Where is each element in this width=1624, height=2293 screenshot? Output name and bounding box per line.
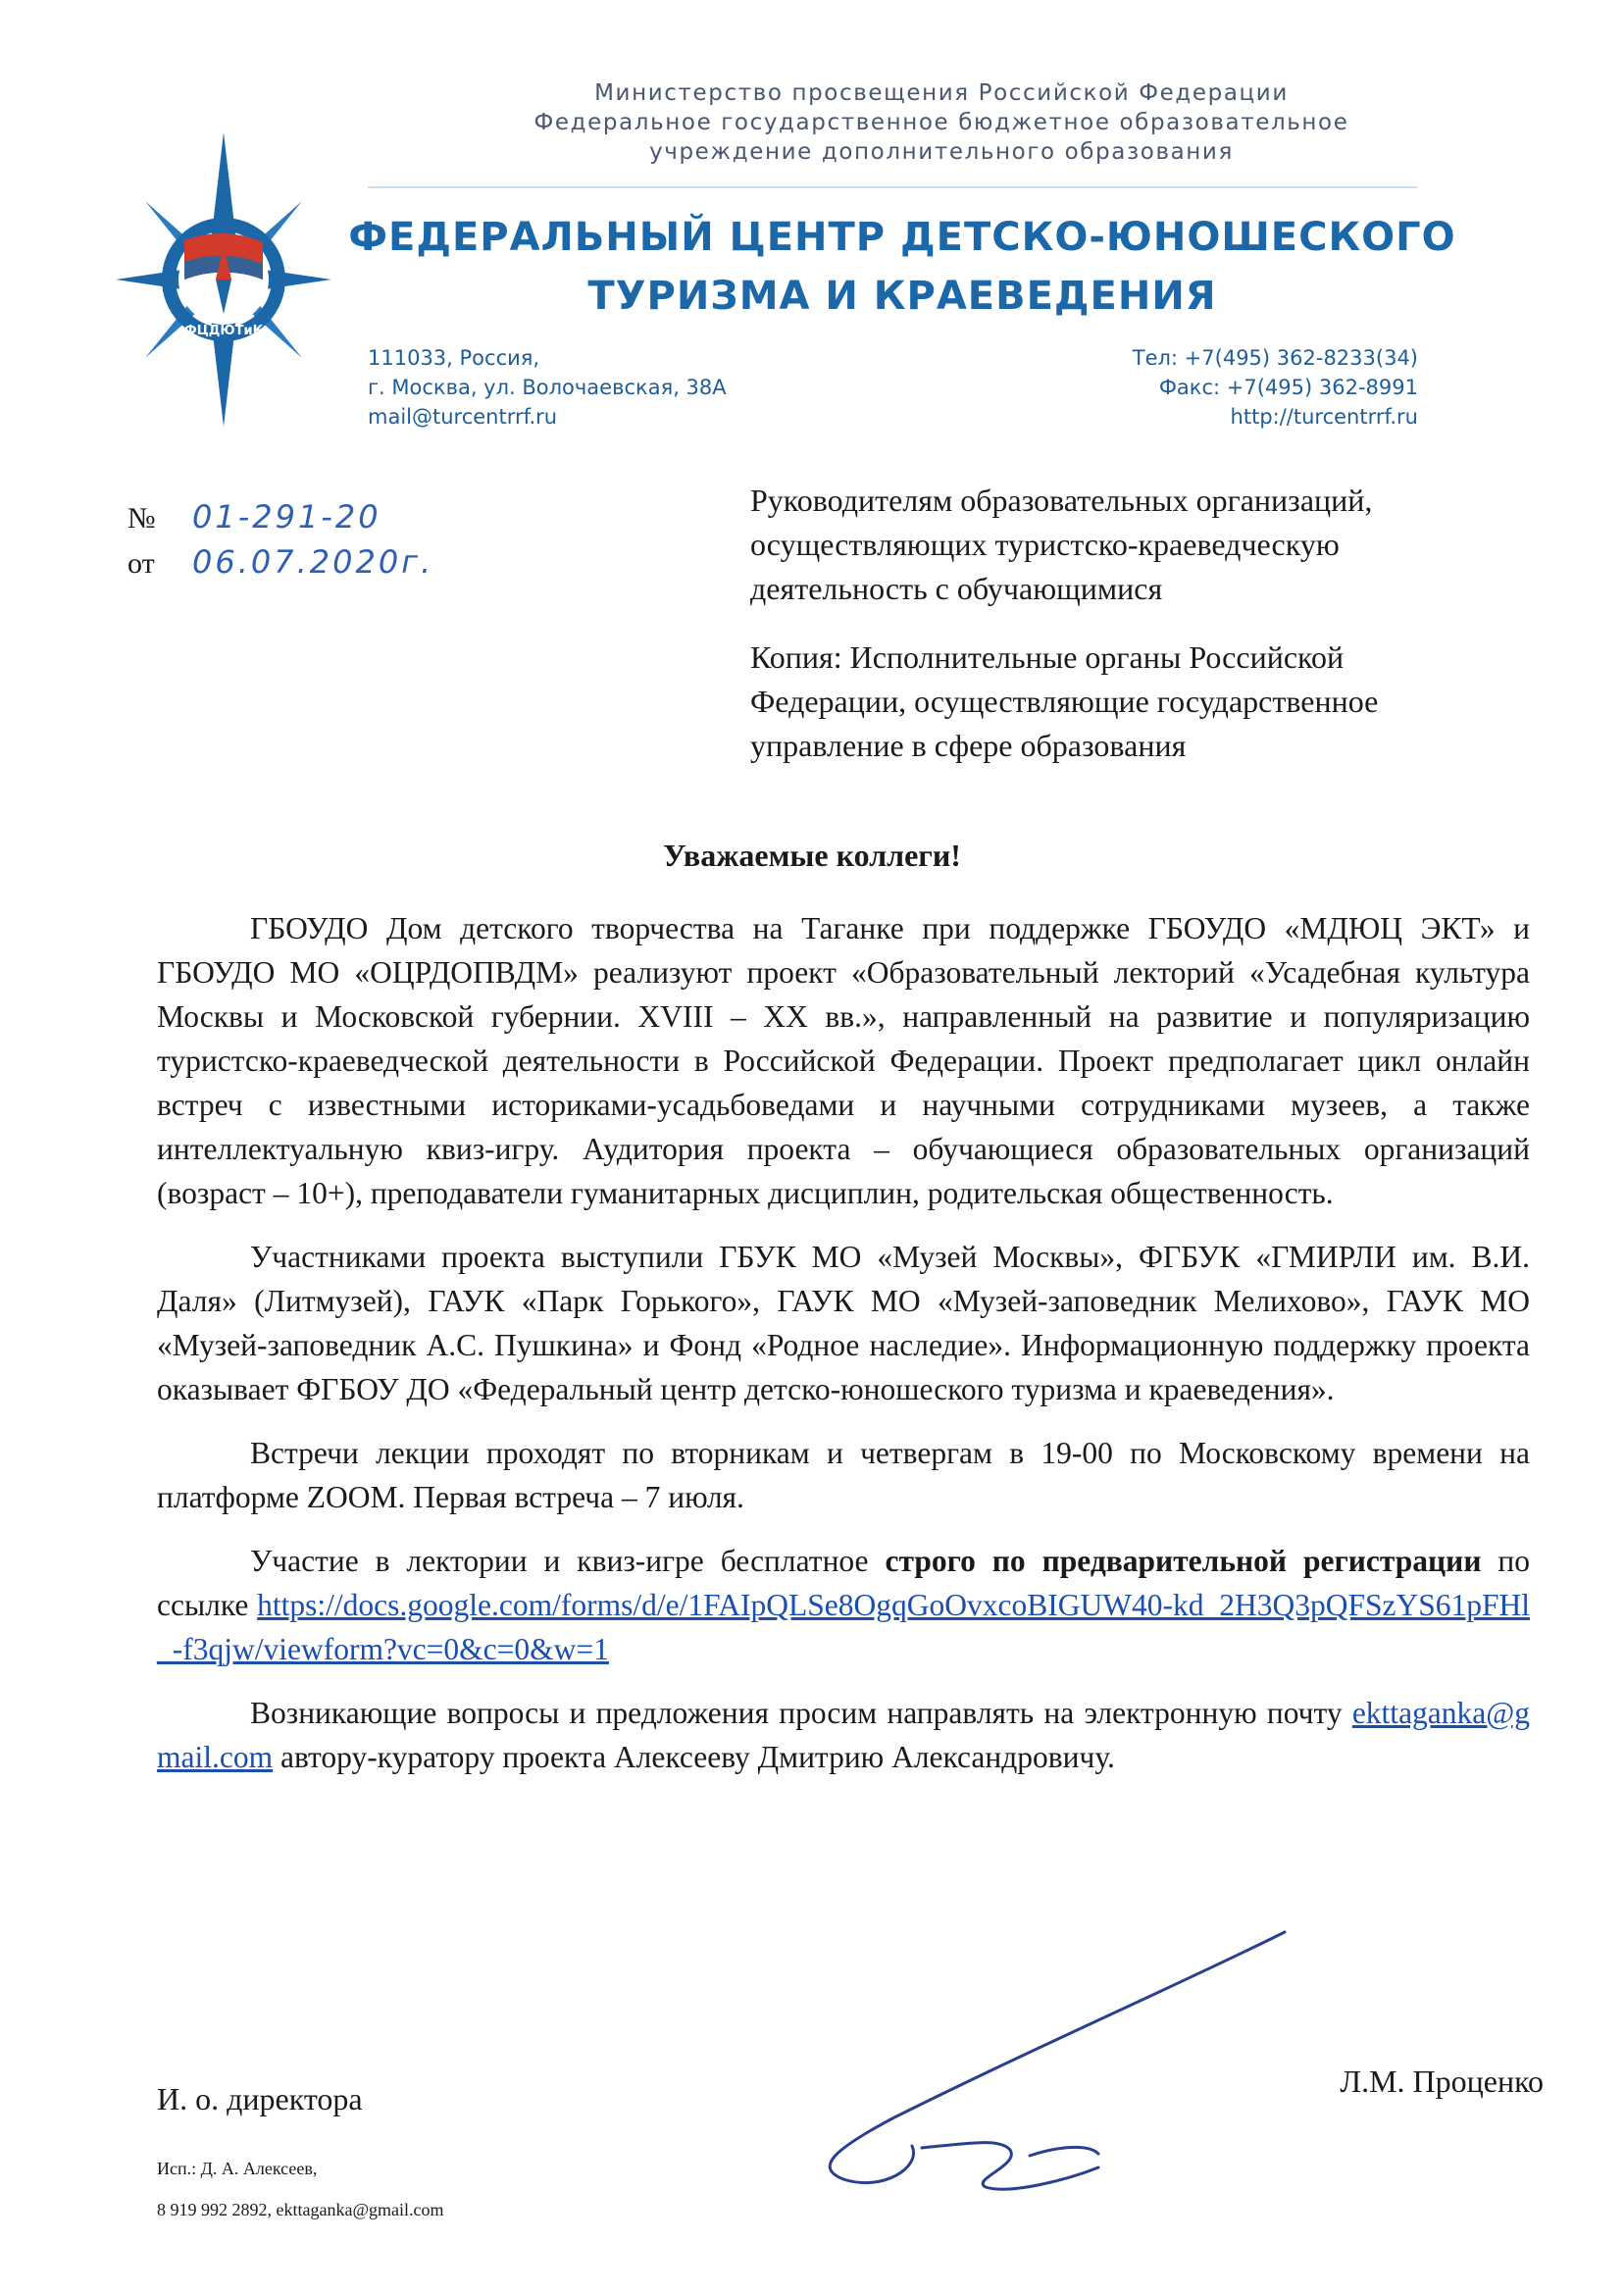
body-paragraph: ГБОУДО Дом детского творчества на Таганке при поддержке ГБОУДО «МДЮЦ ЭКТ» и ГБОУДО МО «ОЦРДОПВДМ» реализуют проект «Образовательный лекторий «Усадебная культура Москвы и Московской губернии. XVIII – XX вв.», направленный на развитие и популяризацию туристско-краеведческой деятельности в Российской Федерации. Проект предполагает цикл онлайн встреч с известными историками-усадьбоведами и научными сотрудниками музеев, а также интеллектуальную квиз-игру. Аудитория проекта – обучающиеся образовательных организаций (возраст – 10+), преподаватели гуманитарных дисциплин, родительская общественность. xyxy=(157,911,1530,1210)
registration-date: 06.07.2020г. xyxy=(192,543,434,581)
ministry-header xyxy=(422,78,1461,167)
body-paragraph xyxy=(157,1691,1530,1779)
registration-number: 01-291-20 xyxy=(192,498,381,535)
ministry-line: Федеральное государственное бюджетное образовательное xyxy=(533,110,1349,135)
body-paragraph: Участниками проекта выступили ГБУК МО «Музей Москвы», ФГБУК «ГМИРЛИ им. В.И. Даля» (Литмузей), ГАУК «Парк Горького», ГАУК МО «Музей-заповедник Мелихово», ГАУК МО «Музей-заповедник А.С. Пушкина» и Фонд «Родное наследие». Информационную поддержку проекта оказывает ФГБОУ ДО «Федеральный центр детско-юношеского туризма и краеведения». xyxy=(157,1240,1530,1406)
addressee-line: деятельность с обучающимися xyxy=(750,571,1163,606)
ministry-line: учреждение дополнительного образования xyxy=(649,139,1234,165)
salutation: Уважаемые коллеги! xyxy=(663,838,961,873)
executor-name: Исп.: Д. А. Алексеев, xyxy=(157,2159,318,2178)
emblem-text: ФЦДЮТиК xyxy=(183,324,264,338)
email-link[interactable]: mail@turcentrrf.ru xyxy=(368,405,558,429)
contact-info xyxy=(1133,343,1418,432)
address-line: 111033, Россия, xyxy=(368,346,540,370)
date-label: от xyxy=(127,547,155,580)
executor-info xyxy=(157,2148,444,2230)
registration-required-text: строго по предварительной регистрации xyxy=(885,1544,1482,1578)
link-intro-text: по ссылке xyxy=(157,1544,1531,1622)
executor-contact: 8 919 992 2892, ekttaganka@gmail.com xyxy=(157,2200,444,2219)
number-label: № xyxy=(127,502,156,535)
addressee-block xyxy=(750,479,1535,792)
address-line: г. Москва, ул. Волочаевская, 38А xyxy=(368,376,727,399)
letter-body xyxy=(157,906,1530,1799)
addressee-copy xyxy=(750,636,1535,768)
organization-name xyxy=(333,208,1471,326)
fax-line: Факс: +7(495) 362-8991 xyxy=(1158,376,1418,399)
registration-form-link[interactable]: https://docs.google.com/forms/d/e/1FAIpQLSe8OgqGoOvxcoBIGUW40-kd_2H3Q3pQFSzYS61pFHl_-f3qjw/viewform?vc=0&c=0&w=1 xyxy=(157,1588,1530,1666)
addressee-copy-line: управление в сфере образования xyxy=(750,728,1187,763)
organization-name-line: ТУРИЗМА И КРАЕВЕДЕНИЯ xyxy=(587,274,1217,319)
registration-block xyxy=(127,495,433,586)
website-link[interactable]: http://turcentrrf.ru xyxy=(1230,405,1418,429)
curator-text: автору-куратору проекта Алексееву Дмитрию Александровичу. xyxy=(279,1740,1115,1774)
addressee-main xyxy=(750,479,1535,611)
postal-address xyxy=(368,343,727,432)
body-paragraph xyxy=(157,1539,1530,1671)
participation-text: Участие в лектории и квиз-игре бесплатное xyxy=(250,1544,869,1578)
fcdyutik-emblem-icon xyxy=(116,132,331,427)
organization-name-line: ФЕДЕРАЛЬНЫЙ ЦЕНТР ДЕТСКО-ЮНОШЕСКОГО xyxy=(348,215,1456,260)
addressee-copy-line: Федерации, осуществляющие государственное xyxy=(750,684,1379,719)
body-paragraph: Встречи лекции проходят по вторникам и четвергам в 19-00 по Московскому времени на платформе ZOOM. Первая встреча – 7 июля. xyxy=(157,1436,1530,1514)
contact-intro-text: Возникающие вопросы и предложения просим направлять на электронную почту xyxy=(250,1696,1343,1730)
ministry-line: Министерство просвещения Российской Федерации xyxy=(594,80,1289,106)
addressee-line: осуществляющих туристско-краеведческую xyxy=(750,527,1340,562)
header-divider xyxy=(368,186,1417,188)
addressee-line: Руководителям образовательных организаций, xyxy=(750,483,1373,518)
signer-name: Л.М. Проценко xyxy=(1340,2064,1544,2099)
phone-line: Тел: +7(495) 362-8233(34) xyxy=(1132,346,1418,370)
curator-email-link[interactable]: ekttaganka@gmail.com xyxy=(157,1696,1531,1774)
signer-position: И. о. директора xyxy=(157,2081,363,2116)
handwritten-signature xyxy=(775,1922,1324,2197)
addressee-copy-line: Копия: Исполнительные органы Российской xyxy=(750,639,1345,675)
